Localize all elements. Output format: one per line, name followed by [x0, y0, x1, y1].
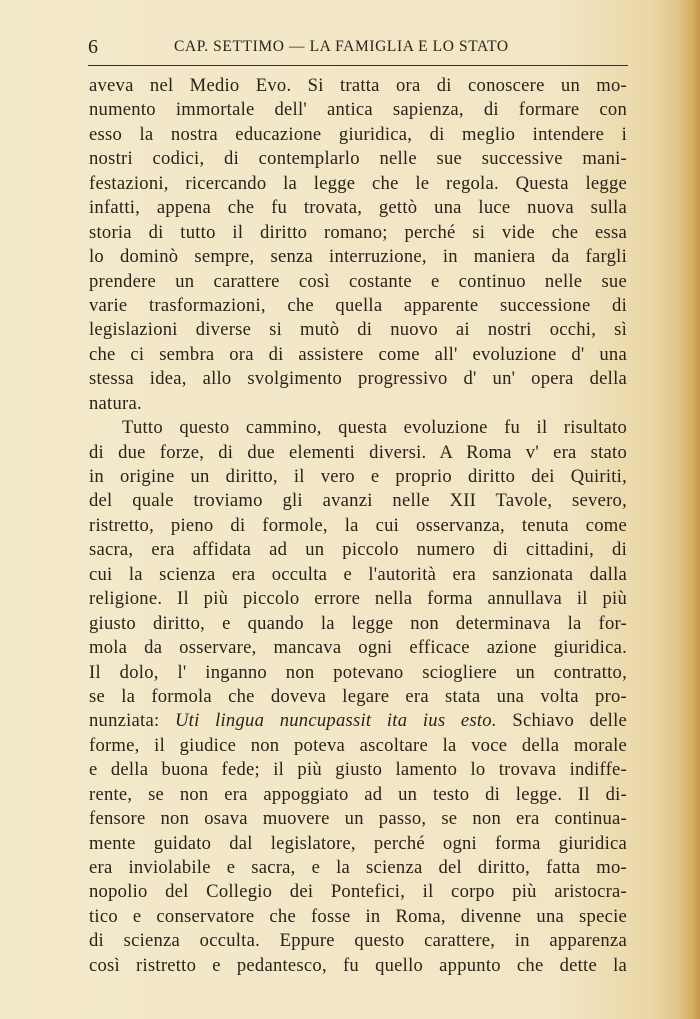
running-head: CAP. SETTIMO — LA FAMIGLIA E LO STATO [174, 38, 509, 55]
text-line: stessa idea, allo svolgimento progressivo d' un' opera della [89, 368, 627, 390]
text-line: se la formola che doveva legare era stata una volta pro- [89, 685, 627, 707]
body-text [89, 74, 627, 978]
text-line: del quale troviamo gli avanzi nelle XII Tavole, severo, [89, 490, 627, 512]
text-line: aveva nel Medio Evo. Si tratta ora di conoscere un mo- [89, 75, 627, 96]
text-line: che ci sembra ora di assistere come all' evoluzione d' una [89, 343, 627, 365]
text-line: in origine un diritto, il vero e proprio diritto dei Quiriti, [89, 466, 627, 487]
page-edge-shadow [678, 0, 700, 1019]
latin-maxim: Uti lingua nuncupassit ita ius esto. [175, 710, 497, 732]
text-line: varie trasformazioni, che quella apparente successione di [89, 294, 627, 316]
text-line: cui la scienza era occulta e l'autorità era sanzionata dalla [89, 563, 627, 585]
page-header [88, 36, 628, 58]
text-line: giusto diritto, e quando la legge non determinava la for- [89, 612, 627, 634]
text-line: religione. Il più piccolo errore nella forma annullava il più [89, 588, 627, 610]
page-number: 6 [88, 36, 99, 58]
text-segment: Schiavo delle [512, 710, 627, 732]
text-line-mixed [89, 709, 627, 733]
text-line: infatti, appena che fu trovata, gettò una luce nuova sulla [89, 197, 627, 219]
text-line: ristretto, pieno di formole, la cui osservanza, tenuta come [89, 514, 627, 536]
text-line: festazioni, ricercando la legge che le regola. Questa legge [89, 172, 627, 194]
text-line: tico e conservatore che fosse in Roma, divenne una specie [89, 905, 627, 927]
text-line: era inviolabile e sacra, e la scienza del diritto, fatta mo- [89, 857, 627, 878]
text-line: nopolio del Collegio dei Pontefici, il corpo più aristocra- [89, 881, 627, 903]
header-rule [88, 65, 628, 66]
paragraph-first-line: Tutto questo cammino, questa evoluzione fu il risultato [122, 417, 627, 439]
text-line: rente, se non era appoggiato ad un testo di legge. Il di- [89, 783, 627, 805]
text-line: mente guidato dal legislatore, perché ogni forma giuridica [89, 832, 627, 854]
text-line: legislazioni diverse si mutò di nuovo ai nostri occhi, sì [89, 319, 627, 341]
text-line: di due forze, di due elementi diversi. A Roma v' era stato [89, 441, 627, 463]
text-line: lo dominò sempre, senza interruzione, in maniera da fargli [89, 246, 627, 268]
text-line: Il dolo, l' inganno non potevano sciogliere un contratto, [89, 661, 627, 683]
text-line: storia di tutto il diritto romano; perché si vide che essa [89, 221, 627, 243]
text-line: esso la nostra educazione giuridica, di meglio intendere i [89, 123, 627, 145]
text-line: prendere un carattere così costante e continuo nelle sue [89, 270, 627, 292]
text-line: sacra, era affidata ad un piccolo numero di cittadini, di [89, 539, 627, 561]
text-line: forme, il giudice non poteva ascoltare la voce della morale [89, 734, 627, 756]
text-line: nostri codici, di contemplarlo nelle sue successive mani- [89, 148, 627, 170]
text-line: natura. [89, 392, 142, 414]
text-line: mola da osservare, mancava ogni efficace azione giuridica. [89, 637, 627, 659]
text-line: di scienza occulta. Eppure questo carattere, in apparenza [89, 930, 627, 952]
text-line: fensore non osava muovere un passo, se non era continua- [89, 808, 627, 830]
text-line: e della buona fede; il più giusto lamento lo trovava indiffe- [89, 759, 627, 781]
text-segment: nunziata: [89, 710, 160, 732]
text-line: così ristretto e pedantesco, fu quello appunto che dette la [89, 954, 627, 976]
text-line: numento immortale dell' antica sapienza, di formare con [89, 99, 627, 121]
